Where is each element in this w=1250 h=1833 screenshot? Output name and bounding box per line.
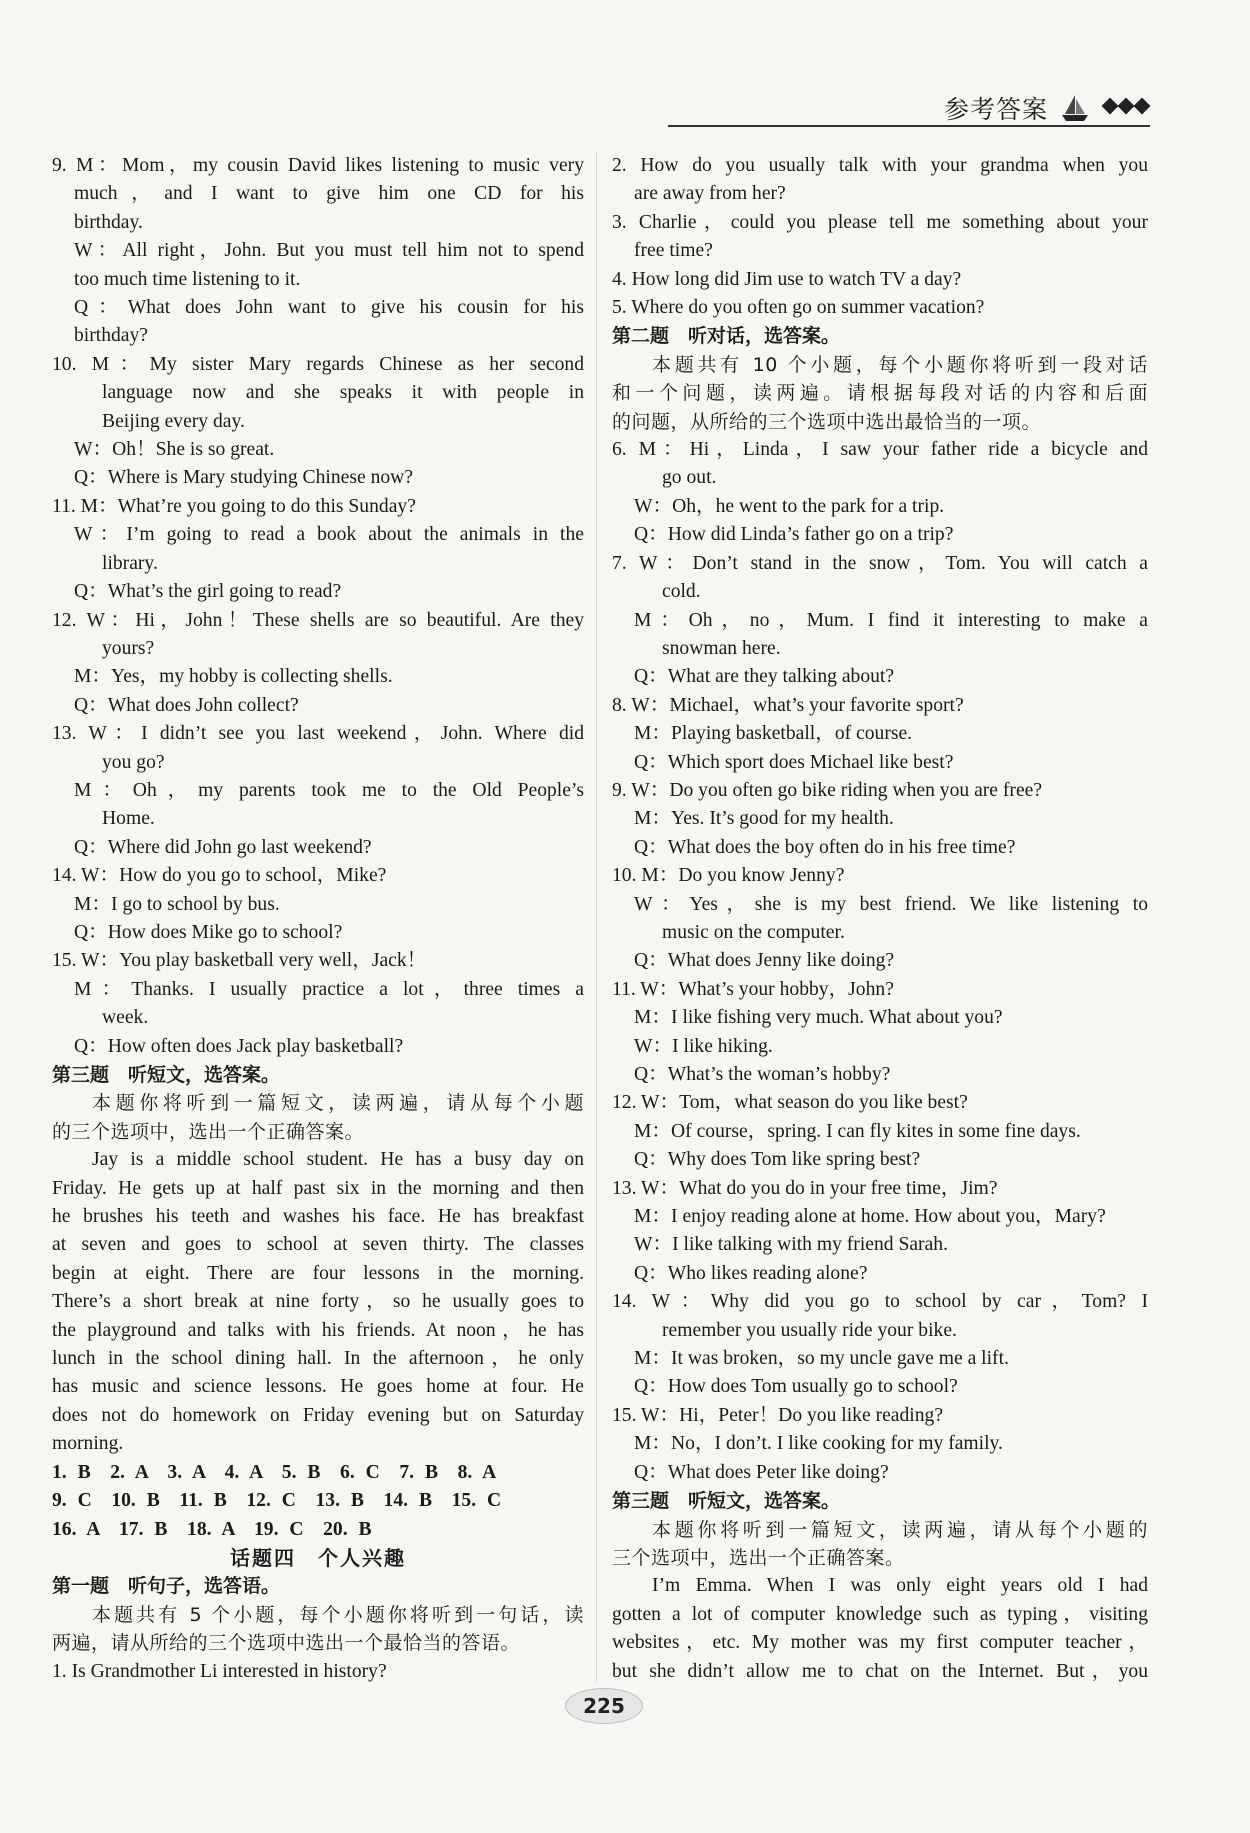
text-line: library. <box>102 552 158 574</box>
text-line: 14. W：Why did you go to school by car，Tom? I <box>612 1291 1148 1313</box>
header-rule <box>668 125 1150 127</box>
text-line: W：Oh！She is so great. <box>74 439 275 461</box>
text-line: 三个选项中，选出一个正确答案。 <box>612 1546 905 1569</box>
text-line: 两遍，请从所给的三个选项中选出一个最恰当的答语。 <box>52 1632 521 1655</box>
text-line: 6. M：Hi，Linda，I saw your father ride a bicycle and <box>612 439 1148 461</box>
text-line: 12. W：Tom，what season do you like best? <box>612 1092 968 1114</box>
text-line: M：Oh，no，Mum. I find it interesting to make a <box>634 609 1148 631</box>
text-line: Q：Why does Tom like spring best? <box>634 1149 921 1171</box>
text-line: 2. How do you usually talk with your grandma when you <box>612 155 1148 176</box>
text-line: W：Yes，she is my best friend. We like listening to <box>634 893 1148 915</box>
text-line: M：It was broken，so my uncle gave me a lift. <box>634 1348 1009 1370</box>
text-line: 10. M：My sister Mary regards Chinese as her second <box>52 353 584 375</box>
text-line: W：I like hiking. <box>634 1035 773 1057</box>
text-line: Q：What does the boy often do in his free time? <box>634 836 1016 858</box>
text-line: Q：Who likes reading alone? <box>634 1262 868 1284</box>
text-line: W：I’m going to read a book about the animals in the <box>74 524 584 546</box>
text-line: the playground and talks with his friends. At noon，he has <box>52 1319 584 1341</box>
text-line: 7. W：Don’t stand in the snow，Tom. You will catch a <box>612 552 1148 574</box>
text-line: M：Yes. It’s good for my health. <box>634 808 894 830</box>
text-line: morning. <box>52 1433 124 1455</box>
text-line: 的三个选项中，选出一个正确答案。 <box>52 1120 365 1143</box>
text-line: are away from her? <box>634 183 786 205</box>
text-line: 4. How long did Jim use to watch TV a day? <box>612 268 962 290</box>
text-line: 话题四 个人兴趣 <box>230 1545 406 1570</box>
text-line: Q：What’s the girl going to read? <box>74 581 342 603</box>
text-line: W：Oh，he went to the park for a trip. <box>634 495 945 517</box>
left-column <box>52 152 584 1686</box>
text-line: go out. <box>662 467 717 489</box>
text-line: M：Playing basketball，of course. <box>634 723 913 745</box>
text-line: he brushes his teeth and washes his face. He has breakfast <box>52 1206 584 1228</box>
text-line: 1. B 2. A 3. A 4. A 5. B 6. C 7. B 8. A <box>52 1461 497 1483</box>
text-line: There’s a short break at nine forty，so he usually goes to <box>52 1291 584 1313</box>
text-line: cold. <box>662 581 701 603</box>
text-line: Q：Which sport does Michael like best? <box>634 751 954 773</box>
text-line: M：Of course，spring. I can fly kites in some fine days. <box>634 1120 1081 1142</box>
text-line: M：Yes，my hobby is collecting shells. <box>74 666 393 688</box>
text-line: Q：What does John want to give his cousin for his <box>74 297 584 319</box>
text-line: 12. W：Hi，John！These shells are so beautiful. Are they <box>52 609 584 631</box>
text-line: 的问题，从所给的三个选项中选出最恰当的一项。 <box>612 410 1042 433</box>
text-line: Home. <box>102 808 155 830</box>
column-divider <box>596 152 597 1682</box>
text-line: but she didn’t allow me to chat on the Internet. But，you <box>612 1660 1148 1682</box>
text-line: 8. W：Michael，what’s your favorite sport? <box>612 694 964 716</box>
text-line: at seven and goes to school at seven thirty. The classes <box>52 1234 584 1256</box>
text-line: Q：How does Tom usually go to school? <box>634 1376 958 1398</box>
text-line: 本题共有 10 个小题，每个小题你将听到一段对话 <box>652 353 1148 376</box>
text-line: remember you usually ride your bike. <box>662 1319 957 1341</box>
text-line: 13. W：I didn’t see you last weekend，John. Where did <box>52 723 584 745</box>
text-line: 11. W：What’s your hobby，John? <box>612 978 894 1000</box>
text-line: 9. M：Mom，my cousin David likes listening to music very <box>52 155 584 176</box>
text-line: music on the computer. <box>662 921 845 943</box>
text-line: 本题你将听到一篇短文，读两遍，请从每个小题的 <box>652 1518 1148 1541</box>
text-line: Q：What does Jenny like doing? <box>634 950 895 972</box>
text-line: 本题你将听到一篇短文，读两遍，请从每个小题 <box>92 1092 584 1115</box>
text-line: snowman here. <box>662 637 781 659</box>
header-title: 参考答案 <box>943 95 1048 124</box>
text-line: 10. M：Do you know Jenny? <box>612 865 845 887</box>
text-line: M：I go to school by bus. <box>74 893 280 915</box>
text-line: 3. Charlie，could you please tell me something about your <box>612 211 1148 233</box>
text-line: does not do homework on Friday evening but on Saturday <box>52 1404 584 1426</box>
text-line: Beijing every day. <box>102 410 245 432</box>
text-line: websites，etc. My mother was my first computer teacher， <box>612 1632 1148 1654</box>
text-line: 第三题 听短文，选答案。 <box>52 1064 281 1086</box>
text-line: 9. C 10. B 11. B 12. C 13. B 14. B 15. C <box>52 1490 502 1512</box>
text-line: too much time listening to it. <box>74 268 301 290</box>
text-line: I’m Emma. When I was only eight years old I had <box>652 1575 1148 1597</box>
text-line: much，and I want to give him one CD for his <box>74 183 584 205</box>
text-line: Q：How often does Jack play basketball? <box>74 1035 404 1057</box>
ship-icon <box>1058 91 1092 125</box>
text-line: birthday? <box>74 325 148 347</box>
text-line: free time? <box>634 240 713 262</box>
text-line: 11. M：What’re you going to do this Sunday? <box>52 495 416 517</box>
text-line: gotten a lot of computer knowledge such as typing，visiting <box>612 1603 1148 1625</box>
text-line: 第二题 听对话，选答案。 <box>612 325 841 348</box>
text-line: M：I enjoy reading alone at home. How about you，Mary? <box>634 1206 1106 1228</box>
page-header <box>944 88 1150 128</box>
text-line: Jay is a middle school student. He has a busy day on <box>92 1149 584 1171</box>
text-line: you go? <box>102 751 165 773</box>
text-line: M：Oh，my parents took me to the Old People’s <box>74 779 584 801</box>
text-line: Q：What does John collect? <box>74 694 299 716</box>
text-line: Q：Where did John go last weekend? <box>74 836 372 858</box>
text-line: begin at eight. There are four lessons in the morning. <box>52 1262 584 1284</box>
text-line: 第三题 听短文，选答案。 <box>612 1490 841 1513</box>
text-line: M：Thanks. I usually practice a lot，three times a <box>74 978 584 1000</box>
text-line: 15. W：You play basketball very well，Jack！ <box>52 950 427 972</box>
text-line: has music and science lessons. He goes home at four. He <box>52 1376 584 1398</box>
text-line: 和一个问题，读两遍。请根据每段对话的内容和后面 <box>612 382 1148 405</box>
text-line: 第一题 听句子，选答语。 <box>52 1575 281 1598</box>
text-line: M：I like fishing very much. What about you? <box>634 1007 1003 1029</box>
right-column <box>612 152 1148 1686</box>
text-line: 9. W：Do you often go bike riding when you are free? <box>612 779 1043 801</box>
text-line: 1. Is Grandmother Li interested in history? <box>52 1660 387 1682</box>
text-line: W：All right，John. But you must tell him not to spend <box>74 240 584 262</box>
text-line: yours? <box>102 637 155 659</box>
text-line: Q：How does Mike go to school? <box>74 921 343 943</box>
text-line: Q：What are they talking about? <box>634 666 895 688</box>
text-line: M：No，I don’t. I like cooking for my family. <box>634 1433 1003 1455</box>
text-line: birthday. <box>74 211 143 233</box>
text-line: W：I like talking with my friend Sarah. <box>634 1234 948 1256</box>
text-line: Q：Where is Mary studying Chinese now? <box>74 467 414 489</box>
text-line: Q：What does Peter like doing? <box>634 1461 889 1483</box>
text-line: Q：What’s the woman’s hobby? <box>634 1064 891 1085</box>
text-line: 15. W：Hi，Peter！Do you like reading? <box>612 1404 944 1426</box>
text-line: language now and she speaks it with people in <box>102 382 584 404</box>
text-line: lunch in the school dining hall. In the afternoon，he only <box>52 1348 584 1370</box>
text-line: week. <box>102 1007 149 1029</box>
text-line: 14. W：How do you go to school，Mike? <box>52 865 387 887</box>
text-line: 13. W：What do you do in your free time，Jim? <box>612 1177 998 1199</box>
text-line: Q：How did Linda’s father go on a trip? <box>634 524 954 546</box>
text-line: 16. A 17. B 18. A 19. C 20. B <box>52 1518 372 1540</box>
text-line: 5. Where do you often go on summer vacation? <box>612 297 985 319</box>
diamond-icon <box>1102 99 1150 117</box>
text-line: 本题共有 5 个小题，每个小题你将听到一句话，读 <box>92 1603 584 1626</box>
text-line: Friday. He gets up at half past six in the morning and then <box>52 1177 584 1199</box>
page-number: 225 <box>565 1688 643 1724</box>
